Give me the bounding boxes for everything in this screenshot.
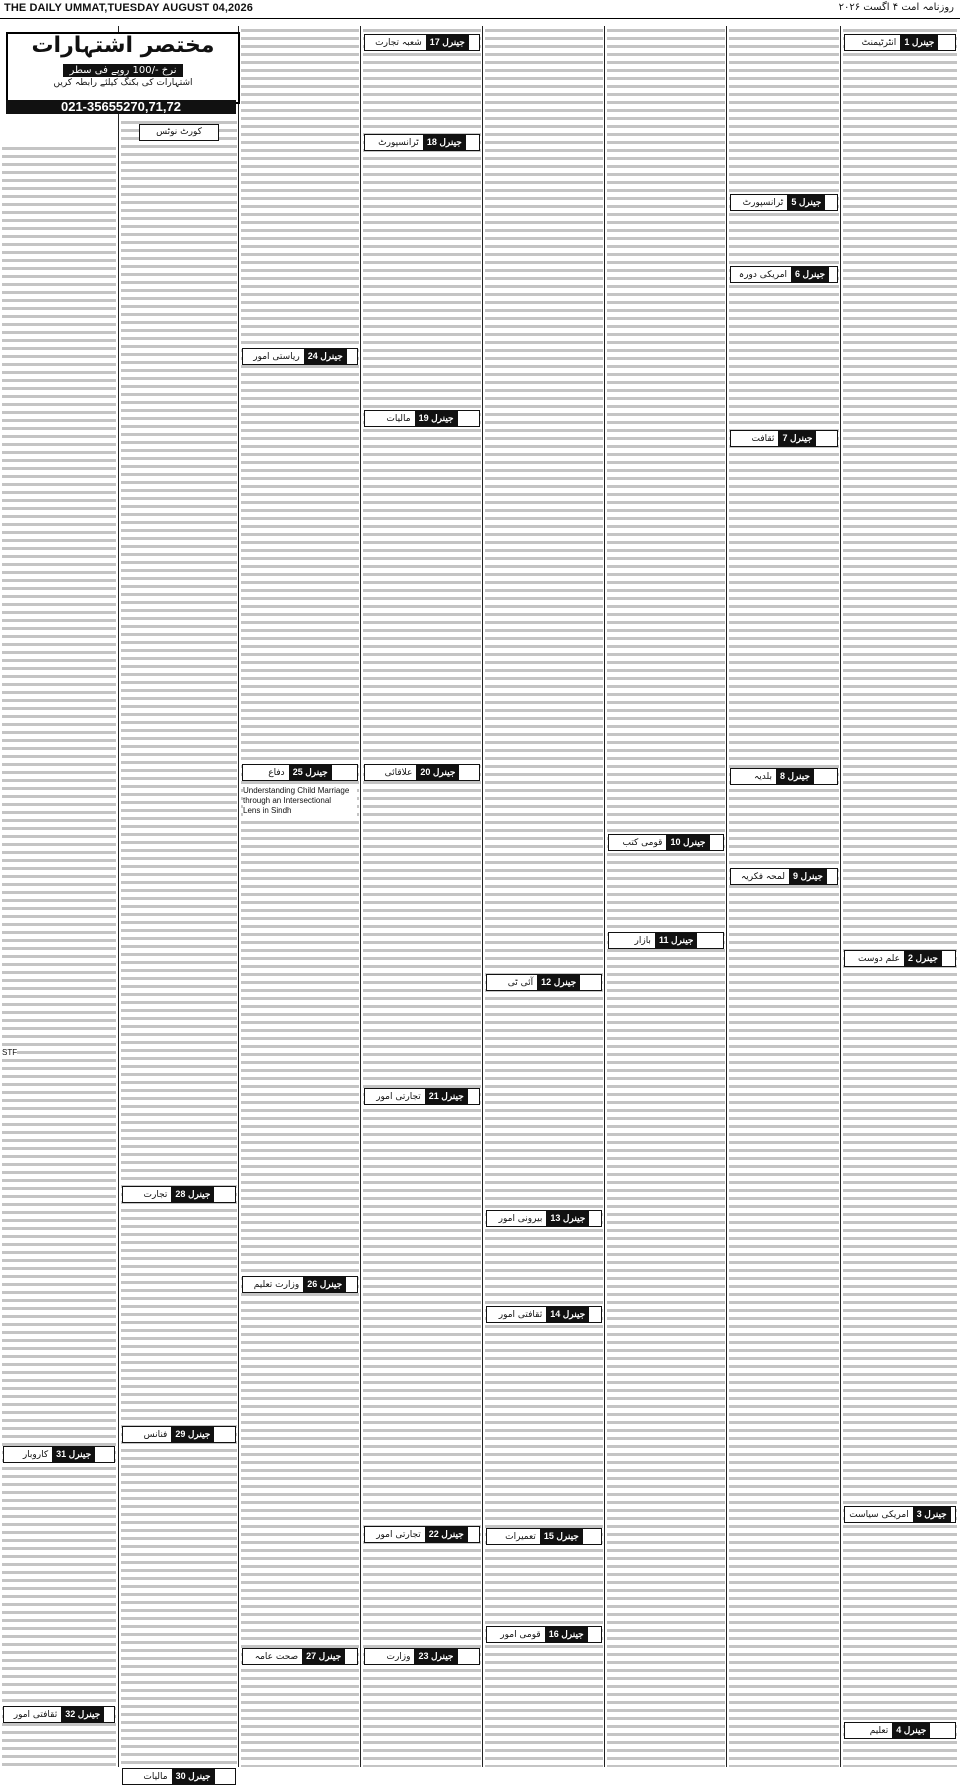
section-header: جینرل 28تجارت xyxy=(122,1186,236,1203)
section-header: جینرل 6امریکی دورہ xyxy=(730,266,838,283)
section-header: جینرل 27صحت عامہ xyxy=(242,1648,358,1665)
section-header: جینرل 12آئی ٹی xyxy=(486,974,602,991)
column-2 xyxy=(726,26,841,1767)
column-text xyxy=(607,26,725,1767)
column-1 xyxy=(840,26,959,1767)
section-header: جینرل 7ثقافت xyxy=(730,430,838,447)
column-text xyxy=(729,26,839,1767)
section-header: جینرل 2علم دوست xyxy=(844,950,956,967)
column-6 xyxy=(238,26,361,1767)
court-notice-header: کورٹ نوٹس xyxy=(139,124,219,141)
column-text xyxy=(363,26,481,1767)
english-headline: Understanding Child Marriage through an Intersectional Lens in Sindh xyxy=(243,786,357,816)
section-header: جینرل 13بیرونی امور xyxy=(486,1210,602,1227)
section-header: جینرل 9لمحہ فکریہ xyxy=(730,868,838,885)
masthead xyxy=(0,0,960,19)
section-header: جینرل 15تعمیرات xyxy=(486,1528,602,1545)
section-header: جینرل 30مالیات xyxy=(122,1768,236,1785)
section-header: جینرل 5ٹرانسپورٹ xyxy=(730,194,838,211)
section-header: جینرل 31کاروبار xyxy=(3,1446,115,1463)
classified-ad-box xyxy=(6,32,240,104)
section-header: جینرل 10قومی کتب xyxy=(608,834,724,851)
section-header: جینرل 3امریکی سیاست xyxy=(844,1506,956,1523)
ad-rate: نرخ -/100 روپے فی سطر xyxy=(63,64,182,77)
column-8 xyxy=(0,26,118,1767)
section-header: جینرل 29فنانس xyxy=(122,1426,236,1443)
section-header: جینرل 8بلدیہ xyxy=(730,768,838,785)
section-header: جینرل 16قومی امور xyxy=(486,1626,602,1643)
section-header: جینرل 17شعبہ تجارت xyxy=(364,34,480,51)
masthead-english: THE DAILY UMMAT,TUESDAY AUGUST 04,2026 xyxy=(4,2,253,14)
column-5 xyxy=(360,26,483,1767)
masthead-urdu: روزنامہ امت ۴ اگست ۲۰۲۶ xyxy=(838,2,954,13)
section-header: جینرل 22تجارتی امور xyxy=(364,1526,480,1543)
column-text xyxy=(485,26,603,1767)
stf-label: STF xyxy=(2,1048,18,1057)
section-header: جینرل 11بازار xyxy=(608,932,724,949)
section-header: جینرل 24ریاستی امور xyxy=(242,348,358,365)
column-text xyxy=(241,26,359,1767)
section-header: جینرل 4تعلیم xyxy=(844,1722,956,1739)
section-header: جینرل 14ثقافتی امور xyxy=(486,1306,602,1323)
section-header: جینرل 21تجارتی امور xyxy=(364,1088,480,1105)
column-text xyxy=(121,118,237,1767)
column-4 xyxy=(482,26,605,1767)
section-header: جینرل 32ثقافتی امور xyxy=(3,1706,115,1723)
ad-booking: اشتہارات کی بکنگ کیلئے رابطہ کریں xyxy=(53,78,193,88)
section-header: جینرل 20علاقائی xyxy=(364,764,480,781)
column-7 xyxy=(118,26,239,1782)
section-header: جینرل 19مالیات xyxy=(364,410,480,427)
section-header: جینرل 26وزارت تعلیم xyxy=(242,1276,358,1293)
ad-phone: 021-35655270,71,72 xyxy=(6,100,236,114)
section-header: جینرل 23وزارت xyxy=(364,1648,480,1665)
section-header: جینرل 25دفاع xyxy=(242,764,358,781)
section-header: جینرل 18ٹرانسپورٹ xyxy=(364,134,480,151)
column-3 xyxy=(604,26,727,1767)
ad-title: مختصر اشتہارات xyxy=(31,33,215,58)
section-header: جینرل 1انٹرٹیمنٹ xyxy=(844,34,956,51)
column-text xyxy=(2,144,116,1767)
